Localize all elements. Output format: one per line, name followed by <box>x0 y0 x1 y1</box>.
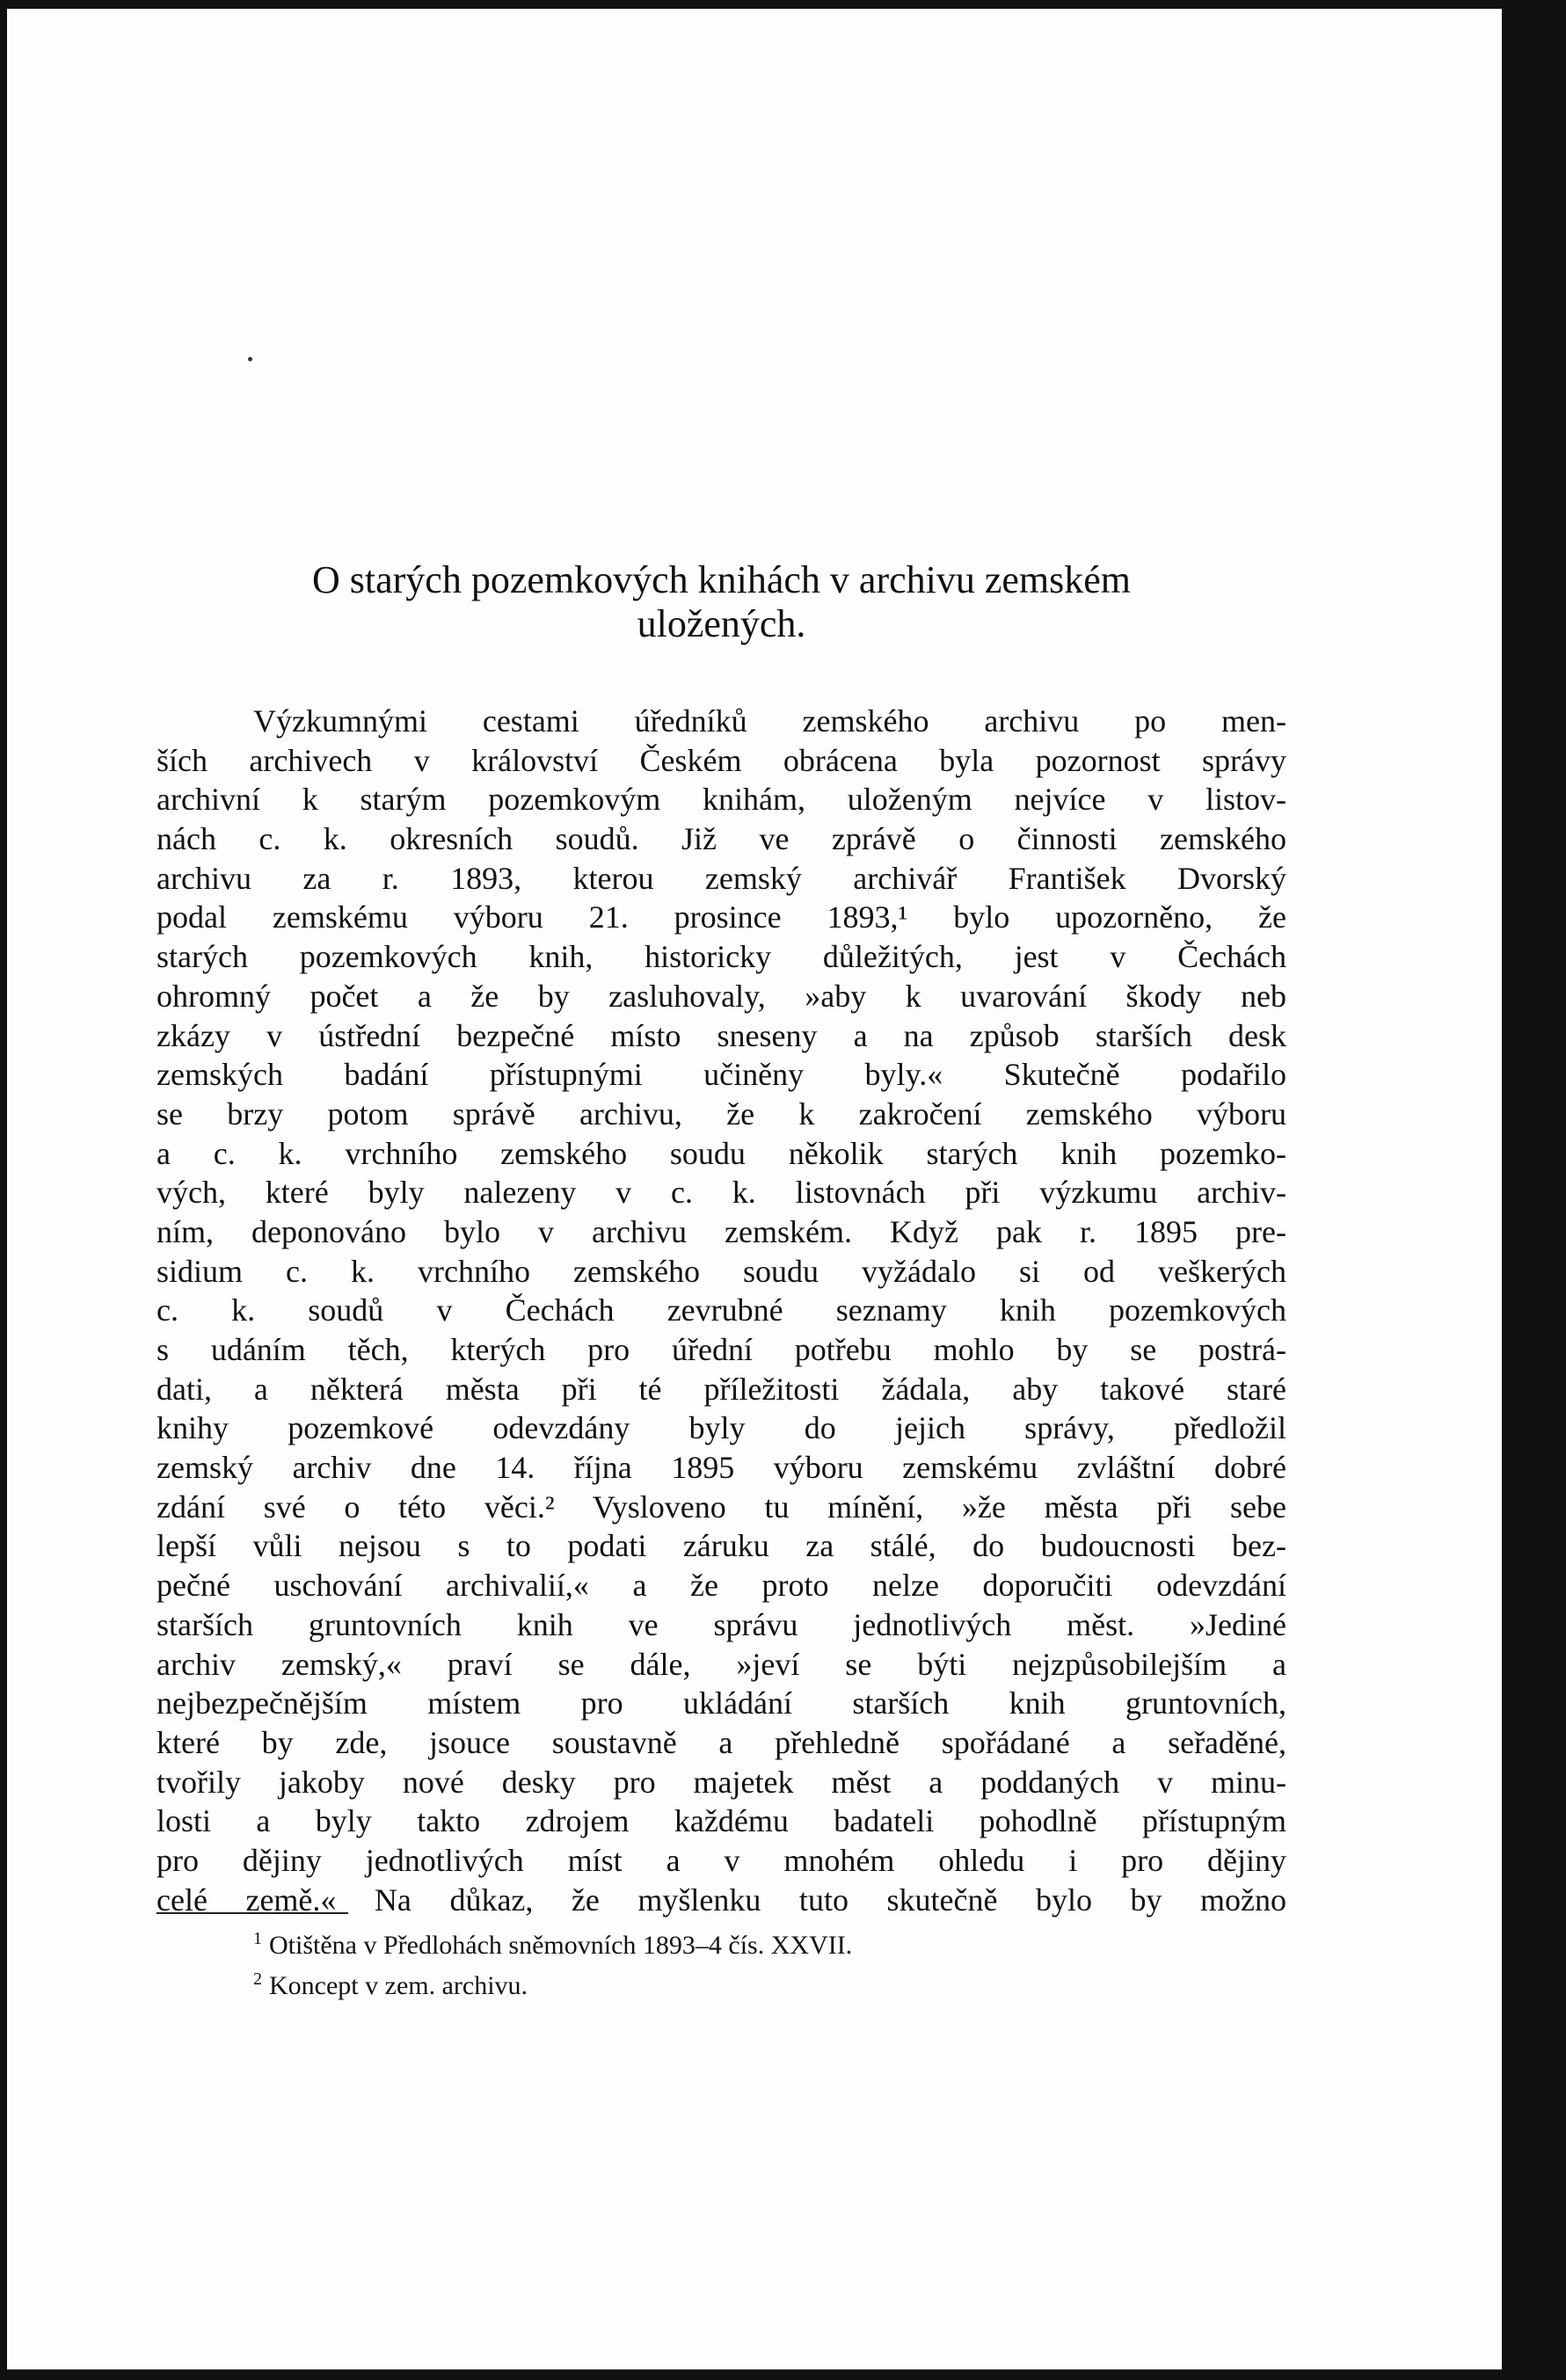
body-line: Výzkumnými cestami úředníků zemského archivu po men- <box>253 703 1286 739</box>
body-line: nejbezpečnějším místem pro ukládání starších knih gruntovních, <box>157 1685 1286 1721</box>
body-line: dati, a některá města při té příležitosti žádala, aby takové staré <box>157 1371 1286 1407</box>
body-line: zdání své o této věci.² Vysloveno tu mínění, »že města při sebe <box>157 1488 1286 1525</box>
body-line: pečné uschování archivalií,« a že proto nelze doporučiti odevzdání <box>157 1568 1286 1604</box>
footnote-mark: 1 <box>253 1929 262 1948</box>
body-line: a c. k. vrchního zemského soudu několik starých knih pozemko- <box>157 1135 1286 1171</box>
body-line: zkázy v ústřední bezpečné místo sneseny a na způsob starších desk <box>157 1017 1286 1053</box>
body-line: tvořily jakoby nové desky pro majetek měst a poddaných v minu- <box>157 1764 1286 1800</box>
body-line: se brzy potom správě archivu, že k zakročení zemského výboru <box>157 1095 1286 1132</box>
body-line: archiv zemský,« praví se dále, »jeví se býti nejzpůsobilejším a <box>157 1646 1286 1682</box>
body-line: archivu za r. 1893, kterou zemský archivář František Dvorský <box>157 860 1286 896</box>
body-line: c. k. soudů v Čechách zevrubné seznamy knih pozemkových <box>157 1292 1286 1328</box>
body-line: starších gruntovních knih ve správu jednotlivých měst. »Jediné <box>157 1606 1286 1642</box>
body-line: starých pozemkových knih, historicky důležitých, jest v Čechách <box>157 939 1286 975</box>
footnote-text: Otištěna v Předlohách sněmovních 1893–4 čís. XXVII. <box>269 1931 853 1960</box>
article-title <box>157 558 1286 646</box>
body-line: knihy pozemkové odevzdány byly do jejich správy, předložil <box>157 1410 1286 1446</box>
body-line: zemský archiv dne 14. října 1895 výboru zemskému zvláštní dobré <box>157 1450 1286 1486</box>
body-line: celé země.« Na důkaz, že myšlenku tuto skutečně bylo by možno <box>157 1881 1286 1918</box>
body-line: které by zde, jsouce soustavně a přehledně spořádané a seřaděné, <box>157 1724 1286 1760</box>
body-line: zemských badání přístupnými učiněny byly.« Skutečně podařilo <box>157 1057 1286 1093</box>
footnote <box>253 1922 852 1962</box>
body-line: losti a byly takto zdrojem každému badateli pohodlně přístupným <box>157 1803 1286 1839</box>
body-line: ním, deponováno bylo v archivu zemském. Když pak r. 1895 pre- <box>157 1213 1286 1249</box>
ink-speck <box>248 357 252 361</box>
body-line: vých, které byly nalezeny v c. k. listovnách při výzkumu archiv- <box>157 1175 1286 1211</box>
body-line: podal zemskému výboru 21. prosince 1893,¹ bylo upozorněno, že <box>157 899 1286 935</box>
body-line: ších archivech v království Českém obrácena byla pozornost správy <box>157 742 1286 778</box>
body-line: ohromný počet a že by zasluhovaly, »aby k uvarování škody neb <box>157 978 1286 1014</box>
footnote-mark: 2 <box>253 1969 262 1989</box>
footnote-text: Koncept v zem. archivu. <box>269 1971 528 2000</box>
body-line: sidium c. k. vrchního zemského soudu vyžádalo si od veškerých <box>157 1253 1286 1289</box>
body-line: archivní k starým pozemkovým knihám, uloženým nejvíce v listov- <box>157 782 1286 818</box>
footnote-rule <box>157 1912 348 1914</box>
title-line: uložených. <box>637 602 806 645</box>
page <box>7 9 1502 2369</box>
body-line: pro dějiny jednotlivých míst a v mnohém ohledu i pro dějiny <box>157 1842 1286 1878</box>
body-line: nách c. k. okresních soudů. Již ve zprávě o činnosti zemského <box>157 821 1286 857</box>
body-line: lepší vůli nejsou s to podati záruku za stálé, do budoucnosti bez- <box>157 1528 1286 1564</box>
body-text <box>157 702 1286 1919</box>
body-line: s udáním těch, kterých pro úřední potřebu mohlo by se postrá- <box>157 1332 1286 1367</box>
footnotes <box>253 1922 852 2003</box>
footnote <box>253 1962 852 2003</box>
title-line: O starých pozemkových knihách v archivu zemském <box>311 558 1132 601</box>
